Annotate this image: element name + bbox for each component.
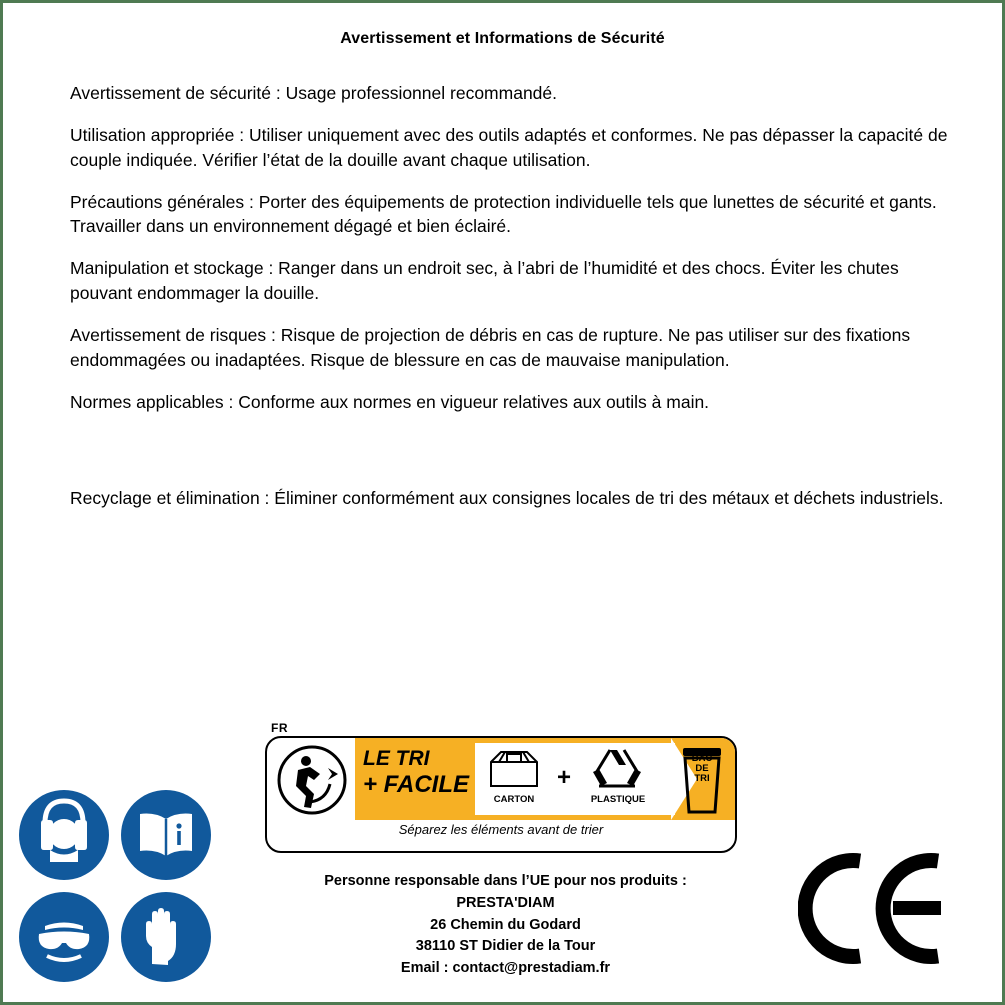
carton-icon	[483, 746, 545, 797]
responsible-person-company: PRESTA'DIAM	[456, 894, 555, 911]
country-code-label: FR	[271, 721, 288, 735]
recycling-label	[265, 721, 735, 851]
recycling-headline	[363, 748, 475, 797]
paragraph-handling-storage: Manipulation et stockage : Ranger dans un endroit sec, à l’abri de l’humidité et des chocs. Éviter les chutes pouvant endommager la douille.	[70, 258, 899, 304]
carton-label: CARTON	[493, 794, 535, 805]
bin-label-line3: TRI	[694, 772, 710, 784]
responsible-person-address-2: 38110 ST Didier de la Tour	[415, 938, 596, 955]
paragraph-applicable-standards: Normes applicables : Conforme aux normes en vigueur relatives aux outils à main.	[70, 391, 710, 412]
recycling-headline-line1: LE TRI	[363, 747, 430, 770]
ce-marking-icon	[798, 851, 948, 966]
ear-protection-icon	[19, 790, 109, 880]
recycling-headline-line2: + FACILE	[363, 771, 470, 798]
responsible-person-heading: Personne responsable dans l’UE pour nos produits :	[324, 873, 687, 889]
recycling-footer-text: Séparez les éléments avant de trier	[398, 822, 604, 837]
paragraph-general-precautions: Précautions générales : Porter des équipements de protection individuelle tels que lunettes de sécurité et gants. Travailler dans un environnement dégagé et bien éclairé.	[70, 191, 937, 237]
triman-icon	[273, 744, 351, 816]
recycling-label-box	[265, 736, 737, 853]
page-title: Avertissement et Informations de Sécurité	[340, 30, 665, 47]
bin-label-line2: DE	[695, 762, 709, 774]
plastique-icon	[585, 746, 649, 797]
safety-text-body	[70, 81, 960, 528]
paragraph-risk-warning: Avertissement de risques : Risque de projection de débris en cas de rupture. Ne pas utiliser sur des fixations endommagées ou inadaptées. Risque de blessure en cas de mauvaise manipulation.	[70, 324, 911, 370]
paragraph-safety-warning: Avertissement de sécurité : Usage professionnel recommandé.	[70, 83, 558, 103]
paragraph-proper-use: Utilisation appropriée : Utiliser uniquement avec des outils adaptés et conformes. Ne pas dépasser la capacité de couple indiquée. Vérifier l’état de la douille avant chaque utilisation.	[70, 124, 948, 170]
bin-label-line1: BAC	[691, 753, 713, 764]
read-manual-icon	[121, 790, 211, 880]
responsible-person-email: Email : contact@prestadiam.fr	[400, 960, 611, 976]
paragraph-recycling-disposal: Recyclage et élimination : Éliminer conformément aux consignes locales de tri des métaux et déchets industriels.	[70, 488, 944, 509]
bin-label	[679, 754, 725, 784]
plastique-label: PLASTIQUE	[590, 794, 646, 805]
responsible-person-address-1: 26 Chemin du Godard	[430, 916, 581, 933]
plus-sign: +	[557, 764, 572, 791]
